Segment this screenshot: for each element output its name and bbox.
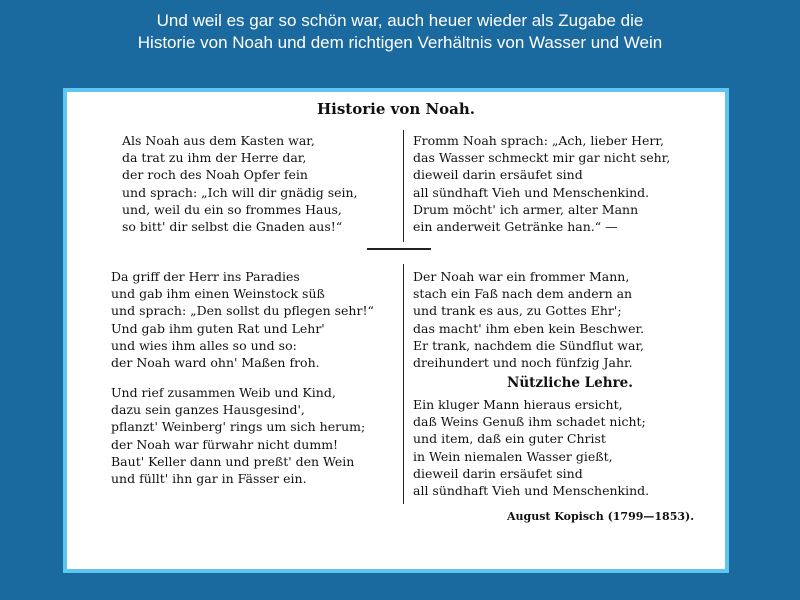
stanza-line: dieweil darin ersäufet sind	[413, 465, 583, 481]
stanza-line: Drum möcht' ich armer, alter Mann	[413, 201, 639, 217]
stanza-2	[413, 132, 670, 235]
stanza-line: da trat zu ihm der Herre dar,	[122, 150, 307, 166]
stanza-line: und füllt' ihn gar in Fässer ein.	[111, 471, 307, 487]
poem-title: Historie von Noah.	[316, 100, 476, 118]
stanza-line: Fromm Noah sprach: „Ach, lieber Herr,	[413, 133, 664, 148]
stanza-line: und item, daß ein guter Christ	[413, 431, 606, 447]
column-divider-top	[403, 130, 404, 242]
stanza-line: stach ein Faß nach dem andern an	[413, 286, 633, 302]
stanza-line: Da griff der Herr ins Paradies	[111, 269, 300, 284]
column-divider-bottom	[403, 264, 404, 504]
header-line-2: Historie von Noah und dem richtigen Verhältnis von Wasser und Wein	[137, 33, 663, 52]
stanza-3	[111, 268, 374, 371]
header-line-1: Und weil es gar so schön war, auch heuer wieder als Zugabe die	[156, 11, 644, 30]
stanza-line: das macht' ihm eben kein Beschwer.	[413, 320, 645, 336]
stanza-line: und gab ihm einen Weinstock süß	[111, 286, 325, 302]
stanza-line: Und rief zusammen Weib und Kind,	[111, 385, 336, 400]
stanza-line: so bitt' dir selbst die Gnaden aus!“	[122, 219, 343, 235]
stanza-4	[413, 268, 644, 371]
stanza-6	[413, 396, 649, 499]
slide-header	[0, 10, 800, 54]
stanza-line: Ein kluger Mann hieraus ersicht,	[413, 397, 623, 412]
author-attribution: August Kopisch (1799—1853).	[507, 510, 695, 523]
stanza-line: in Wein niemalen Wasser gießt,	[413, 448, 613, 464]
stanza-line: der roch des Noah Opfer fein	[122, 167, 308, 183]
stanza-5	[111, 384, 365, 487]
section-rule	[367, 248, 431, 250]
stanza-line: Der Noah war ein frommer Mann,	[413, 269, 630, 284]
stanza-line: dieweil darin ersäufet sind	[413, 167, 583, 183]
stanza-line: dreihundert und noch fünfzig Jahr.	[413, 355, 633, 371]
poem-document	[67, 92, 725, 569]
stanza-line: pflanzt' Weinberg' rings um sich herum;	[111, 419, 366, 435]
stanza-1	[122, 132, 358, 235]
stanza-line: ein anderweit Getränke han.“ —	[413, 219, 618, 235]
moral-title: Nützliche Lehre.	[507, 375, 633, 391]
stanza-line: all sündhaft Vieh und Menschenkind.	[413, 483, 650, 499]
stanza-line: und wies ihm alles so und so:	[111, 337, 297, 353]
stanza-line: der Noah ward ohn' Maßen froh.	[111, 355, 320, 371]
stanza-line: und trank es aus, zu Gottes Ehr';	[413, 303, 622, 319]
stanza-line: dazu sein ganzes Hausgesind',	[111, 402, 305, 418]
stanza-line: Baut' Keller dann und preßt' den Wein	[111, 453, 355, 469]
stanza-line: daß Weins Genuß ihm schadet nicht;	[413, 414, 646, 430]
stanza-line: und, weil du ein so frommes Haus,	[122, 201, 342, 217]
stanza-line: Er trank, nachdem die Sündflut war,	[413, 337, 645, 353]
stanza-line: der Noah war fürwahr nicht dumm!	[111, 436, 339, 452]
stanza-line: und sprach: „Den sollst du pflegen sehr!“	[111, 303, 374, 319]
stanza-line: das Wasser schmeckt mir gar nicht sehr,	[413, 150, 671, 166]
scanned-document-frame	[63, 88, 729, 573]
stanza-line: all sündhaft Vieh und Menschenkind.	[413, 184, 650, 200]
stanza-line: und sprach: „Ich will dir gnädig sein,	[122, 184, 358, 200]
stanza-line: Und gab ihm guten Rat und Lehr'	[111, 320, 325, 336]
stanza-line: Als Noah aus dem Kasten war,	[122, 133, 315, 148]
